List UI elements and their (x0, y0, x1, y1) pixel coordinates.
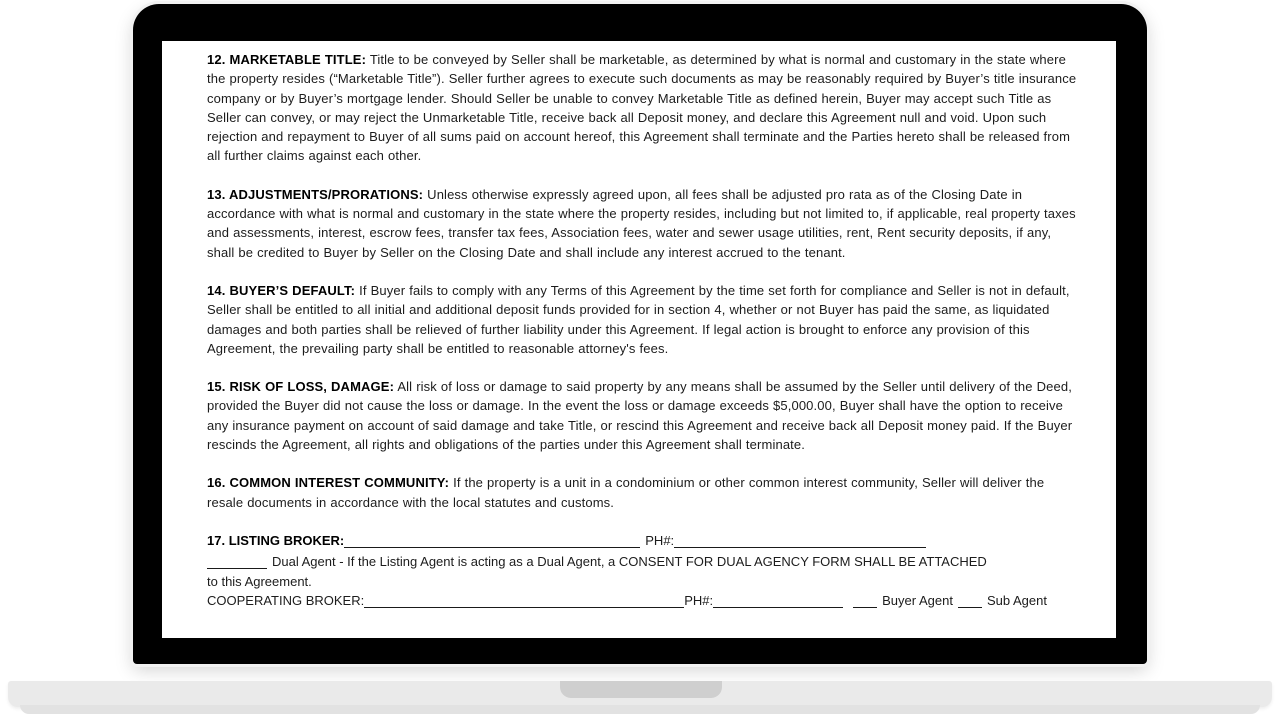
listing-broker-phone-label: PH#: (645, 532, 675, 548)
sub-agent-label: Sub Agent (986, 593, 1047, 609)
clause-12 (207, 50, 1080, 166)
dual-agent-row (207, 552, 1080, 572)
clause-14-body: If Buyer fails to comply with any Terms of this Agreement by the time set forth for compliance and Seller is not in default, Seller shall be entitled to all initial and additional deposit funds provided for in section 4, whether or not Buyer has paid the same, as liquidated damages and both parties shall be relieved of further liability under this Agreement. If legal action is brought to enforce any provision of this Agreement, the prevailing party shall be entitled to reasonable attorney's fees. (207, 282, 1070, 356)
document-page (162, 41, 1116, 611)
clause-17-heading: LISTING BROKER: (228, 532, 345, 548)
buyer-agent-label: Buyer Agent (882, 593, 953, 609)
attachment-note-row (207, 572, 1080, 592)
clause-13-heading: ADJUSTMENTS/PRORATIONS: (229, 186, 424, 202)
laptop-base-notch (560, 681, 722, 698)
clause-16-heading: COMMON INTEREST COMMUNITY: (229, 475, 450, 491)
clause-15-number: 15. (207, 379, 226, 395)
clause-16-body: If the property is a unit in a condominium or other common interest community, Seller will deliver the resale documents in accordance with the local statutes and customs. (207, 475, 1045, 510)
listing-broker-input-line[interactable] (344, 536, 640, 548)
cooperating-broker-input-line[interactable] (364, 596, 684, 608)
cooperating-broker-phone-label: PH#: (684, 593, 714, 609)
clause-12-heading: MARKETABLE TITLE: (229, 52, 367, 67)
laptop-screen (162, 41, 1116, 638)
dual-agent-checkbox-line[interactable] (207, 557, 267, 569)
laptop-base-shadow (20, 705, 1260, 714)
clause-17-number: 17. (207, 532, 226, 548)
listing-broker-phone-input-line[interactable] (674, 536, 926, 548)
buyer-agent-checkbox-line[interactable] (853, 596, 877, 608)
sub-agent-checkbox-line[interactable] (958, 596, 982, 608)
attachment-note-text: to this Agreement. (207, 573, 312, 589)
clause-14 (207, 281, 1080, 358)
listing-broker-row (207, 531, 1080, 551)
cooperating-broker-label: COOPERATING BROKER: (207, 593, 365, 609)
clause-16 (207, 473, 1080, 512)
clause-15 (207, 377, 1080, 454)
cooperating-broker-phone-input-line[interactable] (713, 596, 843, 608)
clause-13-body: Unless otherwise expressly agreed upon, all fees shall be adjusted pro rata as of the Closing Date in accordance with what is normal and customary in the state where the property resides, including but not limited to, if applicable, real property taxes and assessments, interest, escrow fees, transfer tax fees, Association fees, water and sewer usage utilities, rent, Rent security deposits, if any, shall be credited to Buyer by Seller on the Closing Date and shall include any interest accrued to the tenant. (207, 186, 1076, 260)
clause-13-number: 13. (207, 186, 226, 202)
clause-14-number: 14. (207, 282, 226, 298)
clause-12-number: 12. (207, 52, 226, 67)
clause-17-broker-section (207, 531, 1080, 611)
cooperating-broker-row (207, 591, 1080, 611)
clause-14-heading: BUYER’S DEFAULT: (229, 282, 356, 298)
clause-15-body: All risk of loss or damage to said property by any means shall be assumed by the Seller until delivery of the Deed, provided the Buyer did not cause the loss or damage. In the event the loss or damage exceeds $5,000.00, Buyer shall have the option to receive any insurance payment on account of said damage and take Title, or rescind this Agreement and receive back all Deposit money paid. If the Buyer rescinds the Agreement, all rights and obligations of the parties under this Agreement shall terminate. (207, 379, 1073, 453)
clause-13 (207, 185, 1080, 262)
clause-15-heading: RISK OF LOSS, DAMAGE: (229, 379, 395, 395)
clause-12-body: Title to be conveyed by Seller shall be marketable, as determined by what is normal and customary in the state where the property resides (“Marketable Title”). Seller further agrees to execute such documents as may be reasonably required by Buyer’s title insurance company or by Buyer’s mortgage lender. Should Seller be unable to convey Marketable Title as defined herein, Buyer may accept such Title as Seller can convey, or may reject the Unmarketable Title, receive back all Deposit money, and declare this Agreement null and void. Upon such rejection and repayment to Buyer of all sums paid on account hereof, this Agreement shall terminate and the Parties hereto shall be released from all further claims against each other. (207, 52, 1077, 164)
clause-16-number: 16. (207, 475, 226, 491)
dual-agent-text: Dual Agent - If the Listing Agent is acting as a Dual Agent, a CONSENT FOR DUAL AGENCY FORM SHALL BE ATTACHED (272, 553, 987, 569)
